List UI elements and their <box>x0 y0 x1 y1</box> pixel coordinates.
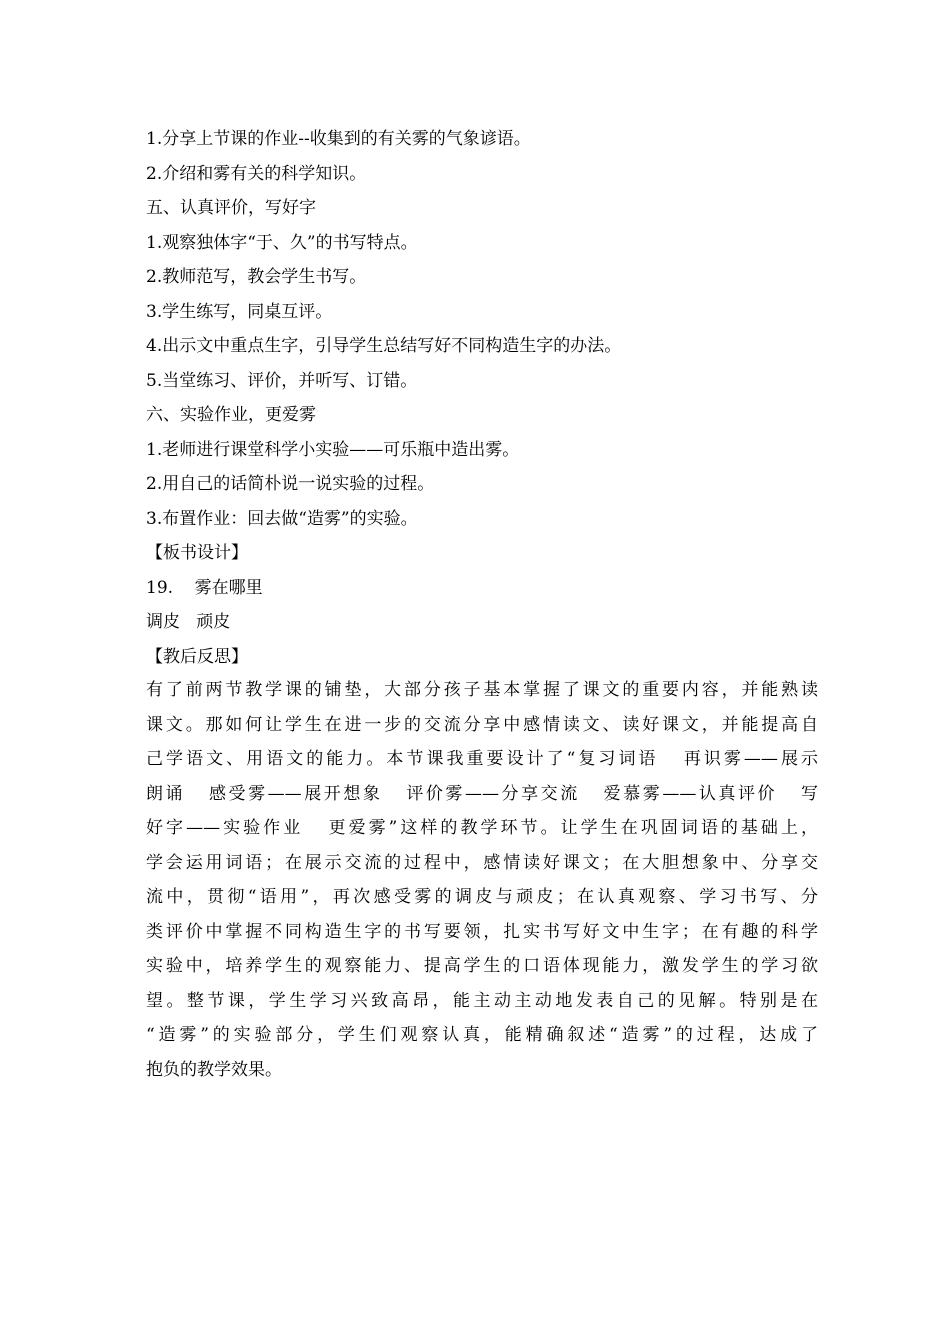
paragraph-line: 实验中，培养学生的观察能力、提高学生的口语体现能力，激发学生的学习欲 <box>146 956 818 976</box>
text-line: 2.用自己的话简朴说一说实验的过程。 <box>146 474 435 494</box>
board-design-title: 19. 雾在哪里 <box>146 577 263 598</box>
text-line: 4.出示文中重点生字，引导学生总结写好不同构造生字的办法。 <box>146 336 622 356</box>
paragraph-line: 课文。那如何让学生在进一步的交流分享中感情读文、读好课文，并能提高自 <box>146 714 818 735</box>
text-line: 1.老师进行课堂科学小实验——可乐瓶中造出雾。 <box>146 439 520 460</box>
text-line: 1.分享上节课的作业--收集到的有关雾的气象谚语。 <box>146 129 531 149</box>
paragraph-line: 望。整节课，学生学习兴致高昂，能主动主动地发表自己的见解。特别是在 <box>146 990 818 1011</box>
lesson-plan-lines <box>146 122 816 674</box>
board-design-words: 调皮 顽皮 <box>146 612 231 632</box>
text-line: 2.教师范写，教会学生书写。 <box>146 267 367 287</box>
paragraph-line: 朗诵 感受雾——展开想象 评价雾——分享交流 爱慕雾——认真评价 写 <box>146 783 818 804</box>
paragraph-line: 抱负的教学效果。 <box>146 1059 282 1080</box>
paragraph-line: “造雾”的实验部分，学生们观察认真，能精确叙述“造雾”的过程，达成了 <box>146 1025 818 1045</box>
paragraph-line: 己学语文、用语文的能力。本节课我重要设计了“复习词语 再识雾——展示 <box>146 749 818 769</box>
paragraph-line: 类评价中掌握不同构造生字的书写要领，扎实书写好文中生字；在有趣的科学 <box>146 921 818 942</box>
text-line: 1.观察独体字“于、久”的书写特点。 <box>146 232 418 253</box>
paragraph-line: 有了前两节教学课的铺垫，大部分孩子基本掌握了课文的重要内容，并能熟读 <box>146 680 818 700</box>
section-heading: 五、认真评价，写好字 <box>146 198 316 218</box>
text-line: 2.介绍和雾有关的科学知识。 <box>146 163 367 184</box>
board-design-heading: 【板书设计】 <box>146 543 248 563</box>
reflection-heading: 【教后反思】 <box>146 646 248 667</box>
paragraph-line: 流中，贯彻“语用”，再次感受雾的调皮与顽皮；在认真观察、学习书写、分 <box>146 887 818 907</box>
section-heading: 六、实验作业，更爱雾 <box>146 405 316 425</box>
paragraph-line: 学会运用词语；在展示交流的过程中，感情读好课文；在大胆想象中、分享交 <box>146 852 818 873</box>
text-line: 3.布置作业：回去做“造雾”的实验。 <box>146 508 418 529</box>
text-line: 5.当堂练习、评价，并听写、订错。 <box>146 370 418 391</box>
reflection-paragraph <box>146 673 818 1087</box>
text-line: 3.学生练写，同桌互评。 <box>146 301 333 322</box>
paragraph-line: 好字——实验作业 更爱雾”这样的教学环节。让学生在巩固词语的基础上， <box>146 818 818 838</box>
